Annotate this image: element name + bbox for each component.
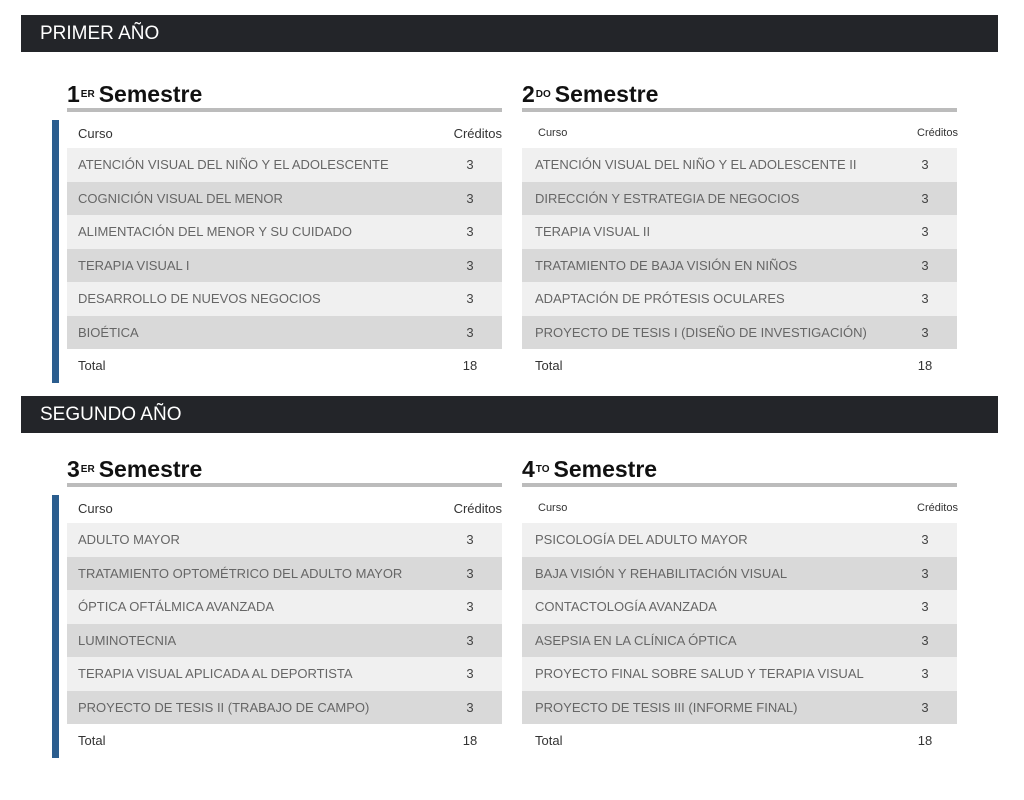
course-name: TERAPIA VISUAL II bbox=[535, 224, 651, 240]
semester-accent-bar bbox=[52, 495, 59, 758]
semester-ordinal: ER bbox=[80, 464, 95, 475]
semester-1 bbox=[67, 80, 502, 381]
table-row bbox=[522, 624, 957, 658]
semester-title bbox=[67, 455, 502, 487]
course-name: DIRECCIÓN Y ESTRATEGIA DE NEGOCIOS bbox=[535, 190, 800, 206]
table-row bbox=[67, 557, 502, 591]
course-name: ALIMENTACIÓN DEL MENOR Y SU CUIDADO bbox=[78, 224, 353, 240]
total-credits: 18 bbox=[917, 732, 933, 748]
semester-ordinal: DO bbox=[535, 89, 551, 100]
year-header-primer: PRIMER AÑO bbox=[21, 15, 998, 52]
table-row bbox=[67, 624, 502, 658]
table-row bbox=[522, 557, 957, 591]
course-credits: 3 bbox=[466, 291, 474, 307]
semester-number: 3 bbox=[67, 456, 80, 482]
table-row bbox=[67, 249, 502, 283]
course-credits: 3 bbox=[466, 666, 474, 682]
course-name: BAJA VISIÓN Y REHABILITACIÓN VISUAL bbox=[535, 565, 788, 581]
table-row bbox=[522, 691, 957, 725]
table-row bbox=[522, 249, 957, 283]
course-name: ATENCIÓN VISUAL DEL NIÑO Y EL ADOLESCENTE bbox=[78, 157, 389, 173]
semester-number: 2 bbox=[522, 81, 535, 107]
table-row bbox=[67, 523, 502, 557]
course-credits: 3 bbox=[466, 632, 474, 648]
table-row bbox=[67, 691, 502, 725]
course-credits: 3 bbox=[921, 632, 929, 648]
semester-ordinal: ER bbox=[80, 89, 95, 100]
course-name: PSICOLOGÍA DEL ADULTO MAYOR bbox=[535, 532, 748, 548]
total-label: Total bbox=[535, 732, 563, 748]
course-credits: 3 bbox=[921, 532, 929, 548]
course-credits: 3 bbox=[466, 257, 474, 273]
table-row bbox=[67, 215, 502, 249]
table-row bbox=[522, 282, 957, 316]
semester-ordinal: TO bbox=[535, 464, 550, 475]
table-header bbox=[522, 118, 957, 148]
course-credits: 3 bbox=[921, 291, 929, 307]
total-credits: 18 bbox=[462, 732, 478, 748]
course-credits: 3 bbox=[466, 699, 474, 715]
table-row bbox=[522, 316, 957, 350]
course-name: TRATAMIENTO DE BAJA VISIÓN EN NIÑOS bbox=[535, 257, 798, 273]
table-row bbox=[67, 182, 502, 216]
course-name: TRATAMIENTO OPTOMÉTRICO DEL ADULTO MAYOR bbox=[78, 565, 403, 581]
credits-column-header: Créditos bbox=[453, 500, 502, 516]
course-name: ÓPTICA OFTÁLMICA AVANZADA bbox=[78, 599, 275, 615]
course-credits: 3 bbox=[466, 324, 474, 340]
course-name: CONTACTOLOGÍA AVANZADA bbox=[535, 599, 717, 615]
semester-title bbox=[67, 80, 502, 112]
course-credits: 3 bbox=[466, 565, 474, 581]
course-credits: 3 bbox=[466, 599, 474, 615]
table-row bbox=[67, 590, 502, 624]
semester-word: Semestre bbox=[98, 456, 203, 482]
course-name: PROYECTO DE TESIS II (TRABAJO DE CAMPO) bbox=[78, 699, 370, 715]
course-credits: 3 bbox=[466, 532, 474, 548]
course-credits: 3 bbox=[921, 699, 929, 715]
total-row bbox=[522, 724, 957, 756]
total-row bbox=[522, 349, 957, 381]
course-name: PROYECTO FINAL SOBRE SALUD Y TERAPIA VISUAL bbox=[535, 666, 864, 682]
table-row bbox=[522, 657, 957, 691]
table-row bbox=[67, 657, 502, 691]
table-row bbox=[522, 182, 957, 216]
semester-accent-bar bbox=[52, 120, 59, 383]
course-credits: 3 bbox=[466, 190, 474, 206]
table-row bbox=[67, 148, 502, 182]
semester-4 bbox=[522, 455, 957, 756]
table-header bbox=[67, 118, 502, 148]
course-column-header: Curso bbox=[538, 502, 568, 514]
table-row bbox=[67, 282, 502, 316]
course-name: PROYECTO DE TESIS III (INFORME FINAL) bbox=[535, 699, 798, 715]
total-credits: 18 bbox=[917, 357, 933, 373]
course-column-header: Curso bbox=[78, 500, 113, 516]
table-row bbox=[522, 148, 957, 182]
course-credits: 3 bbox=[921, 565, 929, 581]
semester-word: Semestre bbox=[554, 81, 659, 107]
total-label: Total bbox=[78, 732, 106, 748]
course-name: ADAPTACIÓN DE PRÓTESIS OCULARES bbox=[535, 291, 785, 307]
course-credits: 3 bbox=[921, 324, 929, 340]
course-credits: 3 bbox=[921, 599, 929, 615]
semester-3 bbox=[67, 455, 502, 756]
semester-title bbox=[522, 80, 957, 112]
table-header bbox=[67, 493, 502, 523]
course-credits: 3 bbox=[466, 157, 474, 173]
course-name: PROYECTO DE TESIS I (DISEÑO DE INVESTIGACIÓN) bbox=[535, 324, 867, 340]
course-credits: 3 bbox=[466, 224, 474, 240]
course-name: TERAPIA VISUAL APLICADA AL DEPORTISTA bbox=[78, 666, 353, 682]
year-header-segundo: SEGUNDO AÑO bbox=[21, 396, 998, 433]
table-row bbox=[67, 316, 502, 350]
credits-column-header: Créditos bbox=[917, 127, 958, 139]
total-credits: 18 bbox=[462, 357, 478, 373]
course-name: BIOÉTICA bbox=[78, 324, 139, 340]
semester-word: Semestre bbox=[98, 81, 203, 107]
course-credits: 3 bbox=[921, 666, 929, 682]
table-row bbox=[522, 523, 957, 557]
course-name: TERAPIA VISUAL I bbox=[78, 257, 190, 273]
course-name: ASEPSIA EN LA CLÍNICA ÓPTICA bbox=[535, 632, 737, 648]
course-name: ADULTO MAYOR bbox=[78, 532, 180, 548]
course-column-header: Curso bbox=[538, 127, 568, 139]
course-credits: 3 bbox=[921, 224, 929, 240]
table-header bbox=[522, 493, 957, 523]
credits-column-header: Créditos bbox=[917, 502, 958, 514]
course-name: LUMINOTECNIA bbox=[78, 632, 177, 648]
table-row bbox=[522, 590, 957, 624]
total-label: Total bbox=[78, 357, 106, 373]
semester-number: 4 bbox=[522, 456, 535, 482]
semester-number: 1 bbox=[67, 81, 80, 107]
course-name: COGNICIÓN VISUAL DEL MENOR bbox=[78, 190, 283, 206]
semester-2 bbox=[522, 80, 957, 381]
course-credits: 3 bbox=[921, 257, 929, 273]
course-credits: 3 bbox=[921, 157, 929, 173]
course-name: DESARROLLO DE NUEVOS NEGOCIOS bbox=[78, 291, 321, 307]
course-name: ATENCIÓN VISUAL DEL NIÑO Y EL ADOLESCENTE II bbox=[535, 157, 857, 173]
total-label: Total bbox=[535, 357, 563, 373]
semester-title bbox=[522, 455, 957, 487]
total-row bbox=[67, 349, 502, 381]
credits-column-header: Créditos bbox=[453, 125, 502, 141]
semester-word: Semestre bbox=[553, 456, 658, 482]
table-row bbox=[522, 215, 957, 249]
course-credits: 3 bbox=[921, 190, 929, 206]
course-column-header: Curso bbox=[78, 125, 113, 141]
total-row bbox=[67, 724, 502, 756]
